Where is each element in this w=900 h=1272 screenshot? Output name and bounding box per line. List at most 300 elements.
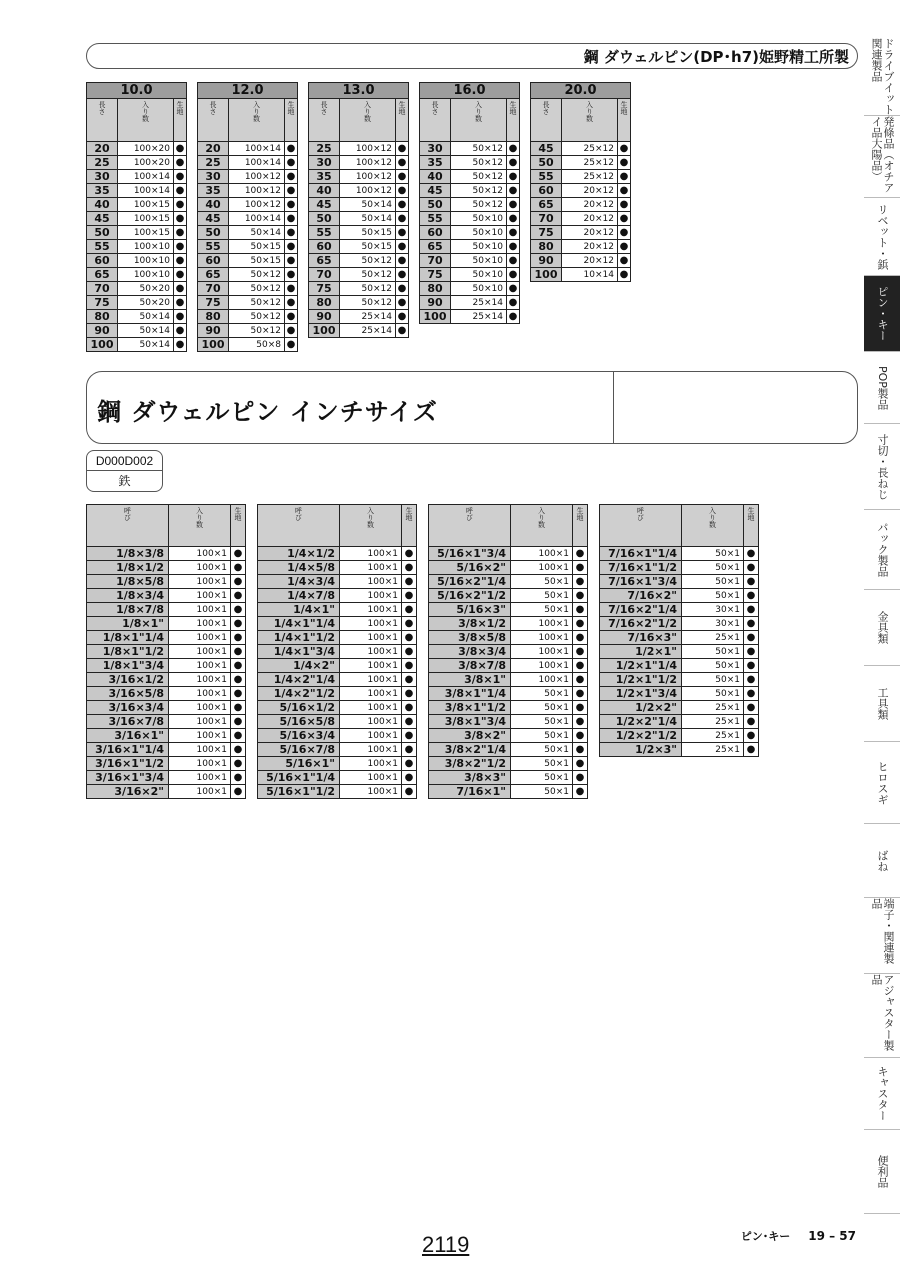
- quantity-cell: 25×12: [562, 142, 618, 156]
- quantity-cell: 50×12: [451, 142, 507, 156]
- sidebar-tab-label: POP製品: [876, 365, 889, 410]
- material-dot: ●: [174, 268, 187, 282]
- column-header-name: 呼び: [600, 505, 682, 547]
- quantity-cell: 100×1: [169, 715, 231, 729]
- quantity-cell: 20×12: [562, 254, 618, 268]
- table-row: [258, 575, 417, 589]
- table-row: [420, 212, 520, 226]
- inch-table: [257, 504, 417, 799]
- quantity-cell: 50×20: [118, 282, 174, 296]
- material-dot: ●: [618, 142, 631, 156]
- table-row: [600, 701, 759, 715]
- quantity-cell: 50×12: [229, 296, 285, 310]
- quantity-cell: 50×1: [511, 757, 573, 771]
- table-row: [198, 226, 298, 240]
- size-cell: 3/16×2": [87, 785, 169, 799]
- quantity-cell: 50×10: [451, 268, 507, 282]
- table-row: [600, 715, 759, 729]
- table-row: [87, 631, 246, 645]
- material-dot: ●: [285, 268, 298, 282]
- quantity-cell: 50×10: [451, 212, 507, 226]
- table-row: [87, 575, 246, 589]
- length-cell: 75: [198, 296, 229, 310]
- material-label: 鉄: [118, 474, 131, 488]
- length-cell: 65: [531, 198, 562, 212]
- material-dot: ●: [174, 142, 187, 156]
- quantity-cell: 100×1: [169, 743, 231, 757]
- quantity-cell: 50×1: [682, 547, 744, 561]
- material-dot: ●: [402, 757, 417, 771]
- material-dot: ●: [744, 673, 759, 687]
- length-cell: 35: [420, 156, 451, 170]
- quantity-cell: 25×14: [340, 324, 396, 338]
- quantity-cell: 100×15: [118, 226, 174, 240]
- table-row: [600, 659, 759, 673]
- table-row: [309, 310, 409, 324]
- quantity-cell: 50×10: [451, 226, 507, 240]
- length-cell: 35: [309, 170, 340, 184]
- quantity-cell: 100×12: [340, 142, 396, 156]
- quantity-cell: 20×12: [562, 212, 618, 226]
- table-row: [198, 338, 298, 352]
- quantity-cell: 50×1: [511, 729, 573, 743]
- material-dot: ●: [744, 659, 759, 673]
- length-cell: 55: [309, 226, 340, 240]
- table-row: [87, 785, 246, 799]
- material-dot: ●: [507, 254, 520, 268]
- material-dot: ●: [744, 701, 759, 715]
- table-row: [531, 170, 631, 184]
- length-cell: 75: [531, 226, 562, 240]
- length-cell: 45: [87, 212, 118, 226]
- table-row: [531, 240, 631, 254]
- material-dot: ●: [402, 589, 417, 603]
- table-row: [309, 156, 409, 170]
- quantity-cell: 50×12: [451, 198, 507, 212]
- material-dot: ●: [573, 645, 588, 659]
- material-dot: ●: [507, 170, 520, 184]
- size-cell: 7/16×2"1/4: [600, 603, 682, 617]
- sidebar-tab-label: リベット・鋲: [876, 203, 889, 270]
- material-dot: ●: [507, 240, 520, 254]
- table-row: [87, 729, 246, 743]
- metric-table: [308, 82, 409, 338]
- table-row: [429, 617, 588, 631]
- product-code-box: [86, 450, 163, 492]
- quantity-cell: 100×1: [169, 757, 231, 771]
- material-dot: ●: [396, 268, 409, 282]
- size-cell: 3/8×1"1/2: [429, 701, 511, 715]
- quantity-cell: 50×1: [511, 589, 573, 603]
- diameter-header: 12.0: [198, 83, 298, 99]
- table-row: [198, 212, 298, 226]
- quantity-cell: 100×1: [340, 701, 402, 715]
- material-dot: ●: [174, 296, 187, 310]
- quantity-cell: 100×10: [118, 240, 174, 254]
- table-row: [420, 142, 520, 156]
- quantity-cell: 50×12: [340, 254, 396, 268]
- quantity-cell: 100×1: [340, 659, 402, 673]
- table-row: [309, 282, 409, 296]
- section-title: 鋼 ダウェルピン インチサイズ: [97, 398, 438, 426]
- length-cell: 45: [309, 198, 340, 212]
- column-header-quantity: 入り数: [511, 505, 573, 547]
- length-cell: 65: [309, 254, 340, 268]
- material-dot: ●: [744, 547, 759, 561]
- sidebar-tab[interactable]: [864, 276, 900, 352]
- length-cell: 60: [309, 240, 340, 254]
- quantity-cell: 100×1: [340, 589, 402, 603]
- sidebar-tab-label: アジャスター製品: [870, 974, 895, 1051]
- sidebar-tab[interactable]: [864, 742, 900, 824]
- quantity-cell: 50×1: [682, 589, 744, 603]
- table-row: [87, 296, 187, 310]
- quantity-cell: 50×1: [682, 561, 744, 575]
- sidebar-tab[interactable]: [864, 974, 900, 1058]
- column-header-length: 長さ: [87, 99, 118, 142]
- sidebar-tab[interactable]: [864, 824, 900, 898]
- length-cell: 60: [420, 226, 451, 240]
- table-row: [600, 743, 759, 757]
- quantity-cell: 100×1: [340, 757, 402, 771]
- quantity-cell: 100×14: [118, 184, 174, 198]
- material-dot: ●: [231, 785, 246, 799]
- table-row: [309, 212, 409, 226]
- material-dot: ●: [174, 170, 187, 184]
- quantity-cell: 50×1: [511, 715, 573, 729]
- table-row: [600, 687, 759, 701]
- diameter-header: 10.0: [87, 83, 187, 99]
- material-dot: ●: [573, 771, 588, 785]
- material-dot: ●: [573, 743, 588, 757]
- material-dot: ●: [231, 771, 246, 785]
- table-row: [87, 184, 187, 198]
- length-cell: 55: [420, 212, 451, 226]
- table-row: [531, 156, 631, 170]
- material-dot: ●: [744, 631, 759, 645]
- table-row: [87, 659, 246, 673]
- size-cell: 1/4×1"3/4: [258, 645, 340, 659]
- length-cell: 30: [198, 170, 229, 184]
- sidebar-tab[interactable]: [864, 424, 900, 510]
- material-dot: ●: [507, 268, 520, 282]
- material-dot: ●: [231, 729, 246, 743]
- size-cell: 1/2×1"1/4: [600, 659, 682, 673]
- material-dot: ●: [231, 673, 246, 687]
- sidebar-tab[interactable]: [864, 898, 900, 974]
- size-cell: 7/16×1": [429, 785, 511, 799]
- table-row: [531, 212, 631, 226]
- quantity-cell: 50×12: [229, 282, 285, 296]
- category-sidebar: [864, 38, 900, 1214]
- table-row: [429, 561, 588, 575]
- length-cell: 40: [420, 170, 451, 184]
- sidebar-tab[interactable]: [864, 116, 900, 198]
- sidebar-tab[interactable]: [864, 1130, 900, 1214]
- footer-section-label: ピン･キー: [740, 1230, 791, 1243]
- column-header-length: 長さ: [531, 99, 562, 142]
- table-row: [87, 310, 187, 324]
- table-row: [531, 198, 631, 212]
- quantity-cell: 50×14: [340, 198, 396, 212]
- sidebar-tab-label: ドライブイット関連製品: [870, 38, 895, 115]
- sidebar-tab[interactable]: [864, 198, 900, 276]
- sidebar-tab[interactable]: [864, 38, 900, 116]
- table-row: [258, 617, 417, 631]
- size-cell: 1/8×1"3/4: [87, 659, 169, 673]
- table-row: [531, 226, 631, 240]
- quantity-cell: 100×1: [340, 687, 402, 701]
- sidebar-tab[interactable]: [864, 1058, 900, 1130]
- size-cell: 1/4×5/8: [258, 561, 340, 575]
- header-title: 鋼 ダウェルピン(DP･h7)姫野精工所製: [583, 47, 849, 66]
- quantity-cell: 100×1: [169, 575, 231, 589]
- sidebar-tab-label: ピン・キー: [876, 286, 889, 341]
- table-row: [429, 645, 588, 659]
- size-cell: 7/16×1"1/4: [600, 547, 682, 561]
- quantity-cell: 25×1: [682, 701, 744, 715]
- quantity-cell: 100×1: [169, 603, 231, 617]
- quantity-cell: 50×14: [118, 310, 174, 324]
- material-dot: ●: [402, 673, 417, 687]
- size-cell: 1/4×7/8: [258, 589, 340, 603]
- sidebar-tab[interactable]: [864, 666, 900, 742]
- quantity-cell: 100×12: [340, 170, 396, 184]
- material-dot: ●: [396, 324, 409, 338]
- material-dot: ●: [402, 547, 417, 561]
- quantity-cell: 100×1: [340, 729, 402, 743]
- material-dot: ●: [231, 547, 246, 561]
- column-header-material: 生地: [402, 505, 417, 547]
- quantity-cell: 25×14: [340, 310, 396, 324]
- material-dot: ●: [174, 226, 187, 240]
- size-cell: 5/16×3/4: [258, 729, 340, 743]
- table-row: [258, 785, 417, 799]
- material-dot: ●: [174, 254, 187, 268]
- table-row: [600, 547, 759, 561]
- table-row: [87, 645, 246, 659]
- inch-table: [428, 504, 588, 799]
- length-cell: 20: [198, 142, 229, 156]
- table-row: [420, 282, 520, 296]
- column-header-name: 呼び: [429, 505, 511, 547]
- table-row: [420, 184, 520, 198]
- material-dot: ●: [231, 757, 246, 771]
- table-row: [420, 268, 520, 282]
- quantity-cell: 50×12: [451, 170, 507, 184]
- table-row: [420, 296, 520, 310]
- quantity-cell: 50×14: [340, 212, 396, 226]
- sidebar-tab[interactable]: [864, 510, 900, 590]
- size-cell: 3/16×1"1/2: [87, 757, 169, 771]
- quantity-cell: 100×1: [340, 575, 402, 589]
- material-dot: ●: [231, 603, 246, 617]
- column-header-material: 生地: [174, 99, 187, 142]
- material-dot: ●: [744, 645, 759, 659]
- size-cell: 3/16×3/4: [87, 701, 169, 715]
- table-row: [600, 575, 759, 589]
- material-dot: ●: [174, 338, 187, 352]
- size-cell: 5/16×1"3/4: [429, 547, 511, 561]
- length-cell: 70: [309, 268, 340, 282]
- size-cell: 1/8×7/8: [87, 603, 169, 617]
- table-row: [420, 310, 520, 324]
- sidebar-tab[interactable]: [864, 352, 900, 424]
- quantity-cell: 100×1: [169, 687, 231, 701]
- quantity-cell: 50×8: [229, 338, 285, 352]
- table-row: [87, 282, 187, 296]
- material-dot: ●: [174, 324, 187, 338]
- table-row: [600, 561, 759, 575]
- quantity-cell: 25×12: [562, 156, 618, 170]
- material-dot: ●: [402, 617, 417, 631]
- column-header-length: 長さ: [420, 99, 451, 142]
- material-dot: ●: [744, 729, 759, 743]
- size-cell: 5/16×2": [429, 561, 511, 575]
- table-row: [309, 296, 409, 310]
- length-cell: 20: [87, 142, 118, 156]
- material-dot: ●: [402, 729, 417, 743]
- table-row: [87, 547, 246, 561]
- material-dot: ●: [285, 170, 298, 184]
- table-row: [198, 254, 298, 268]
- quantity-cell: 100×1: [340, 617, 402, 631]
- quantity-cell: 50×12: [229, 324, 285, 338]
- material-dot: ●: [573, 757, 588, 771]
- size-cell: 1/4×2"1/4: [258, 673, 340, 687]
- material-dot: ●: [402, 687, 417, 701]
- quantity-cell: 50×12: [340, 296, 396, 310]
- material-dot: ●: [618, 240, 631, 254]
- quantity-cell: 100×14: [229, 156, 285, 170]
- quantity-cell: 100×1: [511, 547, 573, 561]
- length-cell: 50: [87, 226, 118, 240]
- table-row: [429, 687, 588, 701]
- table-row: [87, 561, 246, 575]
- size-cell: 1/4×2"1/2: [258, 687, 340, 701]
- size-cell: 3/16×1": [87, 729, 169, 743]
- material-dot: ●: [507, 156, 520, 170]
- inch-table: [86, 504, 246, 799]
- inch-table: [599, 504, 759, 757]
- quantity-cell: 25×14: [451, 296, 507, 310]
- quantity-cell: 100×20: [118, 156, 174, 170]
- length-cell: 90: [531, 254, 562, 268]
- material-dot: ●: [402, 785, 417, 799]
- quantity-cell: 100×1: [340, 561, 402, 575]
- quantity-cell: 20×12: [562, 198, 618, 212]
- quantity-cell: 100×1: [340, 743, 402, 757]
- table-row: [87, 687, 246, 701]
- length-cell: 75: [87, 296, 118, 310]
- table-row: [87, 603, 246, 617]
- length-cell: 50: [420, 198, 451, 212]
- quantity-cell: 100×1: [169, 617, 231, 631]
- table-row: [87, 715, 246, 729]
- length-cell: 45: [420, 184, 451, 198]
- size-cell: 1/2×1"3/4: [600, 687, 682, 701]
- material-dot: ●: [285, 338, 298, 352]
- size-cell: 1/8×5/8: [87, 575, 169, 589]
- quantity-cell: 100×1: [340, 603, 402, 617]
- size-cell: 1/8×3/8: [87, 547, 169, 561]
- quantity-cell: 25×1: [682, 715, 744, 729]
- quantity-cell: 50×14: [118, 338, 174, 352]
- quantity-cell: 100×12: [229, 184, 285, 198]
- size-cell: 7/16×2": [600, 589, 682, 603]
- table-row: [600, 617, 759, 631]
- quantity-cell: 100×1: [340, 785, 402, 799]
- quantity-cell: 50×1: [511, 771, 573, 785]
- table-row: [258, 631, 417, 645]
- sidebar-tab[interactable]: [864, 590, 900, 666]
- quantity-cell: 100×1: [340, 673, 402, 687]
- column-header-quantity: 入り数: [682, 505, 744, 547]
- quantity-cell: 100×20: [118, 142, 174, 156]
- material-dot: ●: [573, 701, 588, 715]
- quantity-cell: 100×12: [229, 170, 285, 184]
- table-row: [198, 156, 298, 170]
- length-cell: 100: [87, 338, 118, 352]
- material-dot: ●: [507, 142, 520, 156]
- table-row: [87, 226, 187, 240]
- material-dot: ●: [396, 282, 409, 296]
- quantity-cell: 100×1: [169, 631, 231, 645]
- material-dot: ●: [573, 617, 588, 631]
- section-title-box: [86, 371, 858, 444]
- material-dot: ●: [744, 561, 759, 575]
- quantity-cell: 100×1: [511, 645, 573, 659]
- sidebar-tab-label: 発條品（オチアイ品大陽品）: [870, 116, 895, 193]
- table-row: [87, 771, 246, 785]
- quantity-cell: 100×14: [118, 170, 174, 184]
- table-row: [258, 603, 417, 617]
- table-row: [87, 617, 246, 631]
- size-cell: 3/8×1"1/4: [429, 687, 511, 701]
- material-dot: ●: [174, 198, 187, 212]
- footer-section: [741, 1228, 856, 1244]
- size-cell: 3/8×7/8: [429, 659, 511, 673]
- column-header-quantity: 入り数: [118, 99, 174, 142]
- size-cell: 1/4×3/4: [258, 575, 340, 589]
- table-row: [258, 757, 417, 771]
- size-cell: 3/8×2"1/2: [429, 757, 511, 771]
- footer-section-page: 19 – 57: [808, 1229, 856, 1243]
- material-dot: ●: [174, 282, 187, 296]
- length-cell: 80: [420, 282, 451, 296]
- table-row: [198, 296, 298, 310]
- size-cell: 7/16×3": [600, 631, 682, 645]
- table-row: [87, 142, 187, 156]
- material-dot: ●: [507, 226, 520, 240]
- material-dot: ●: [573, 659, 588, 673]
- material-dot: ●: [618, 184, 631, 198]
- column-header-material: 生地: [573, 505, 588, 547]
- length-cell: 55: [87, 240, 118, 254]
- material-dot: ●: [507, 296, 520, 310]
- material-dot: ●: [618, 198, 631, 212]
- material-dot: ●: [285, 142, 298, 156]
- table-row: [600, 603, 759, 617]
- length-cell: 100: [309, 324, 340, 338]
- material-dot: ●: [402, 659, 417, 673]
- sidebar-tab-label: 工具類: [876, 687, 889, 720]
- length-cell: 60: [531, 184, 562, 198]
- size-cell: 3/8×1": [429, 673, 511, 687]
- length-cell: 30: [420, 142, 451, 156]
- length-cell: 50: [531, 156, 562, 170]
- material-dot: ●: [285, 156, 298, 170]
